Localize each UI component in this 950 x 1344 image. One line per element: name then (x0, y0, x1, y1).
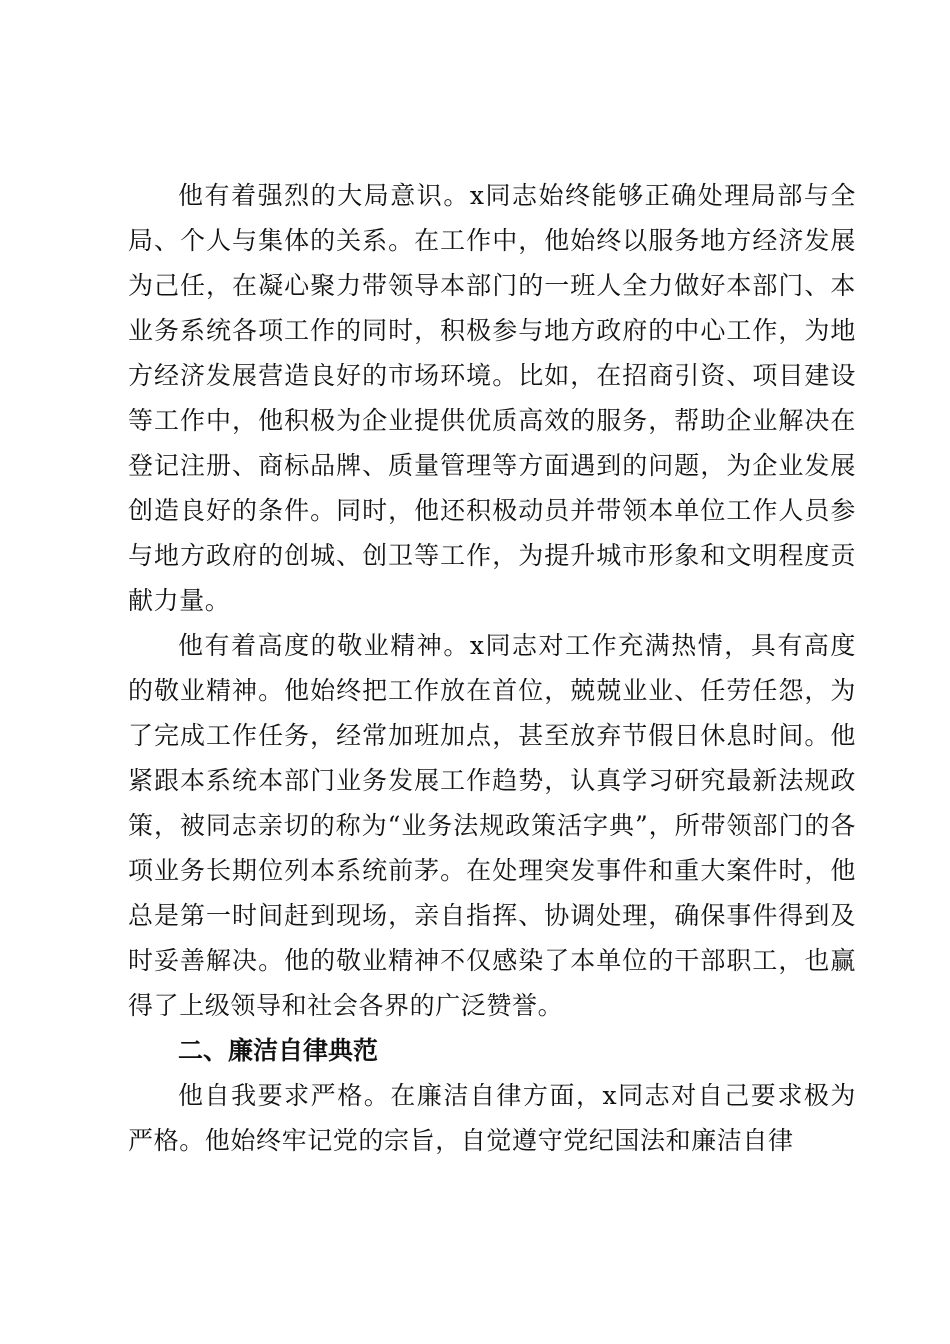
paragraph-dedication: 他有着高度的敬业精神。x同志对工作充满热情，具有高度的敬业精神。他始终把工作放在首位，兢兢业业、任劳任怨，为了完成工作任务，经常加班加点，甚至放弃节假日休息时间。他紧跟本系统本部门业务发展工作趋势，认真学习研究最新法规政策，被同志亲切的称为“业务法规政策活字典”，所带领部门的各项业务长期位列本系统前茅。在处理突发事件和重大案件时，他总是第一时间赶到现场，亲自指挥、协调处理，确保事件得到及时妥善解决。他的敬业精神不仅感染了本单位的干部职工，也赢得了上级领导和社会各界的广泛赞誉。 (128, 631, 856, 1020)
section-heading: 二、廉洁自律典范 (178, 1036, 379, 1065)
paragraph-self-discipline: 他自我要求严格。在廉洁自律方面，x同志对自己要求极为严格。他始终牢记党的宗旨，自觉遵守党纪国法和廉洁自律 (128, 1081, 856, 1155)
document-body (128, 173, 856, 1163)
paragraph-overall-awareness: 他有着强烈的大局意识。x同志始终能够正确处理局部与全局、个人与集体的关系。在工作中，他始终以服务地方经济发展为己任，在凝心聚力带领导本部门的一班人全力做好本部门、本业务系统各项工作的同时，积极参与地方政府的中心工作，为地方经济发展营造良好的市场环境。比如，在招商引资、项目建设等工作中，他积极为企业提供优质高效的服务，帮助企业解决在登记注册、商标品牌、质量管理等方面遇到的问题，为企业发展创造良好的条件。同时，他还积极动员并带领本单位工作人员参与地方政府的创城、创卫等工作，为提升城市形象和文明程度贡献力量。 (128, 181, 856, 615)
